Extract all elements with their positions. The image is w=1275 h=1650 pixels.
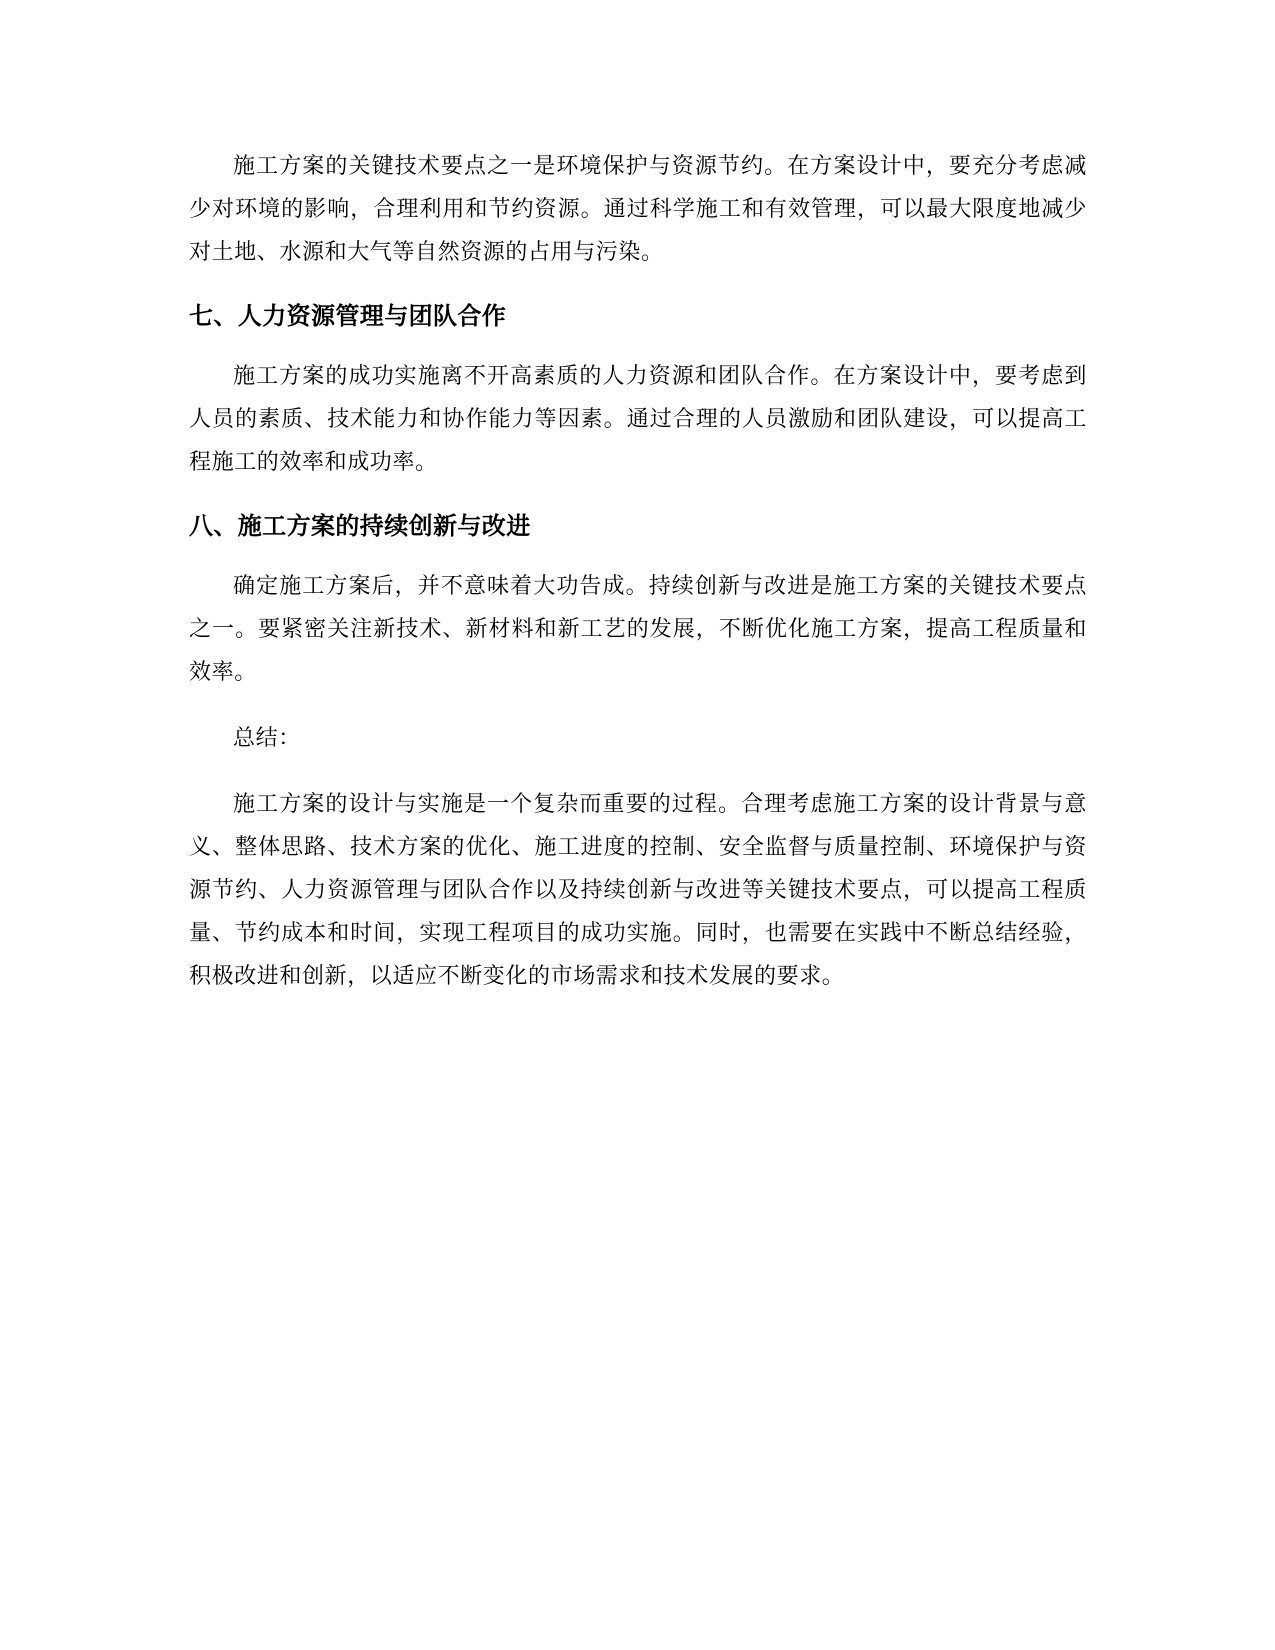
- paragraph-innovation: 确定施工方案后，并不意味着大功告成。持续创新与改进是施工方案的关键技术要点之一。要紧密关注新技术、新材料和新工艺的发展，不断优化施工方案，提高工程质量和效率。: [189, 574, 1087, 685]
- section-heading-8: 八、施工方案的持续创新与改进: [189, 512, 531, 540]
- paragraph-human-resources: 施工方案的成功实施离不开高素质的人力资源和团队合作。在方案设计中，要考虑到人员的素质、技术能力和协作能力等因素。通过合理的人员激励和团队建设，可以提高工程施工的效率和成功率。: [189, 364, 1087, 475]
- paragraph-environment: 施工方案的关键技术要点之一是环境保护与资源节约。在方案设计中，要充分考虑减少对环境的影响，合理利用和节约资源。通过科学施工和有效管理，可以最大限度地减少对土地、水源和大气等自然资源的占用与污染。: [189, 154, 1087, 265]
- paragraph-summary: 施工方案的设计与实施是一个复杂而重要的过程。合理考虑施工方案的设计背景与意义、整体思路、技术方案的优化、施工进度的控制、安全监督与质量控制、环境保护与资源节约、人力资源管理与团队合作以及持续创新与改进等关键技术要点，可以提高工程质量、节约成本和时间，实现工程项目的成功实施。同时，也需要在实践中不断总结经验，积极改进和创新，以适应不断变化的市场需求和技术发展的要求。: [189, 792, 1087, 989]
- document-body: [189, 145, 1087, 1021]
- section-heading-7: 七、人力资源管理与团队合作: [189, 302, 507, 330]
- summary-label: 总结：: [233, 726, 301, 751]
